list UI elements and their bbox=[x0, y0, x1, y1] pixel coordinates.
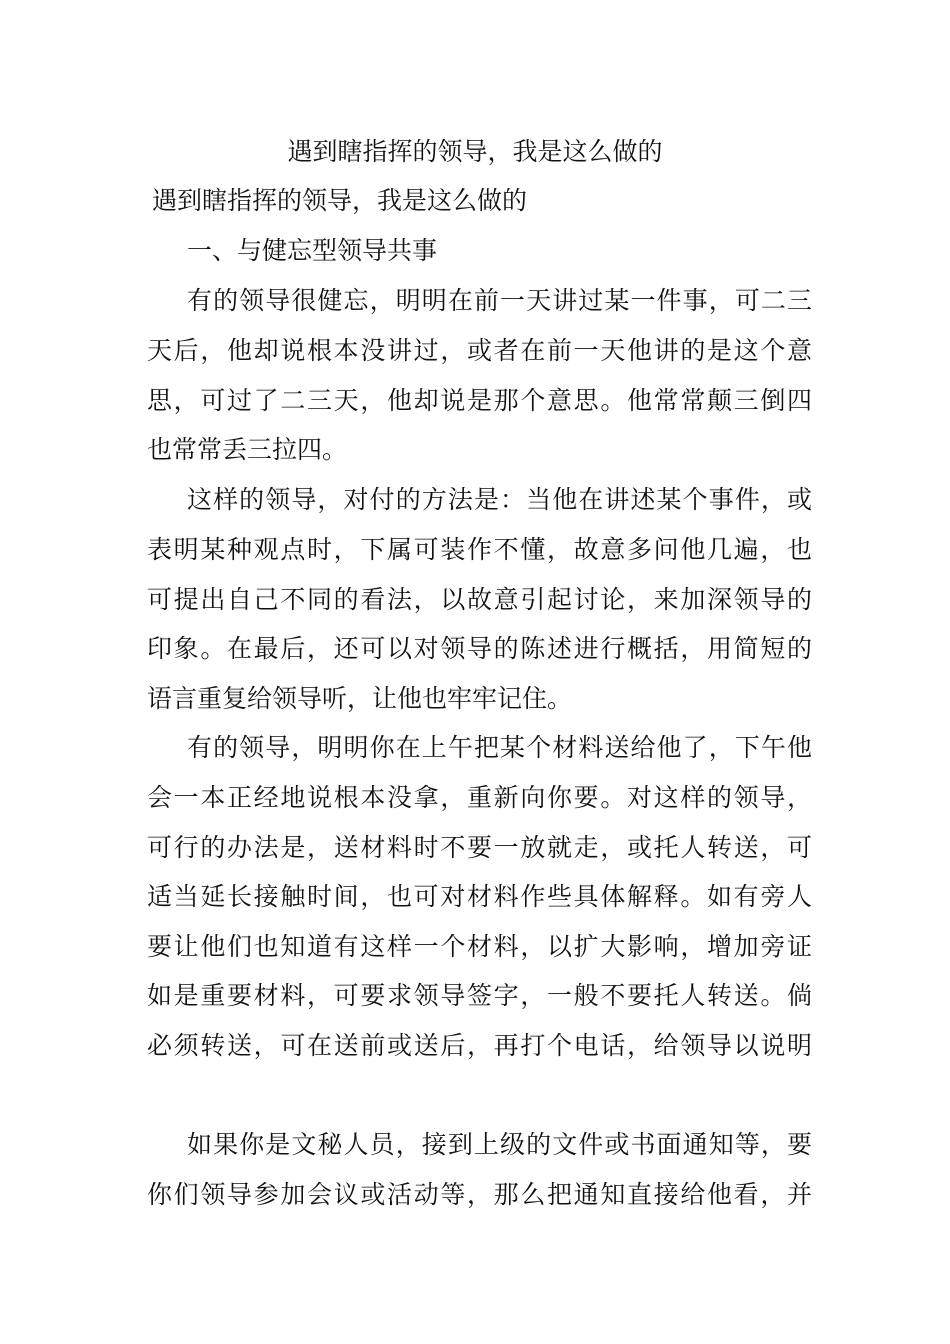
section-heading: 一、与健忘型领导共事 bbox=[187, 236, 438, 265]
paragraph-line: 必须转送，可在送前或送后，再打个电话，给领导以说明 bbox=[147, 1031, 812, 1060]
paragraph-line: 要让他们也知道有这样一个材料，以扩大影响，增加旁证 bbox=[147, 932, 812, 961]
paragraph-line: 如是重要材料，可要求领导签字，一般不要托人转送。倘 bbox=[147, 981, 812, 1010]
paragraph-line: 有的领导，明明你在上午把某个材料送给他了，下午他 bbox=[187, 733, 812, 762]
paragraph-line: 适当延长接触时间，也可对材料作些具体解释。如有旁人 bbox=[147, 882, 812, 911]
paragraph-line: 表明某种观点时，下属可装作不懂，故意多问他几遍，也 bbox=[147, 535, 812, 564]
paragraph-line: 如果你是文秘人员，接到上级的文件或书面通知等，要 bbox=[187, 1130, 812, 1159]
paragraph-line: 可提出自己不同的看法，以故意引起讨论，来加深领导的 bbox=[147, 585, 812, 614]
paragraph-line: 有的领导很健忘，明明在前一天讲过某一件事，可二三 bbox=[187, 286, 812, 315]
paragraph-line: 印象。在最后，还可以对领导的陈述进行概括，用简短的 bbox=[147, 634, 812, 663]
paragraph-line: 天后，他却说根本没讲过，或者在前一天他讲的是这个意 bbox=[147, 336, 812, 365]
document-title: 遇到瞎指挥的领导，我是这么做的 bbox=[287, 137, 663, 166]
paragraph-line: 你们领导参加会议或活动等，那么把通知直接给他看，并 bbox=[147, 1180, 812, 1209]
paragraph-line: 也常常丢三拉四。 bbox=[147, 435, 348, 464]
document-subtitle: 遇到瞎指挥的领导，我是这么做的 bbox=[152, 186, 528, 215]
paragraph-line: 这样的领导，对付的方法是：当他在讲述某个事件，或 bbox=[187, 485, 812, 514]
paragraph-line: 可行的办法是，送材料时不要一放就走，或托人转送，可 bbox=[147, 833, 812, 862]
paragraph-line: 思，可过了二三天，他却说是那个意思。他常常颠三倒四 bbox=[147, 386, 812, 415]
paragraph-line: 会一本正经地说根本没拿，重新向你要。对这样的领导， bbox=[147, 783, 812, 812]
paragraph-line: 语言重复给领导听，让他也牢牢记住。 bbox=[147, 684, 573, 713]
